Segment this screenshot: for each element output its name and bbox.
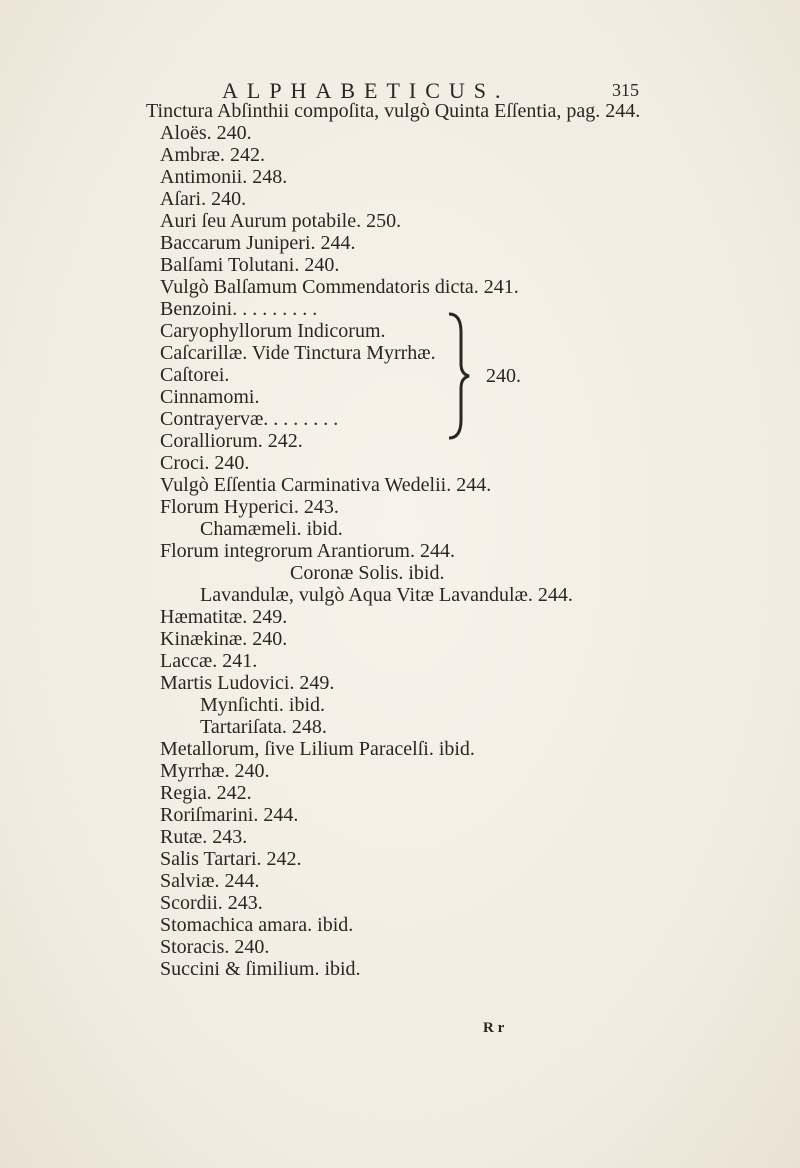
index-entry: Mynſichti. ibid. bbox=[200, 694, 325, 716]
index-entry: Balſami Tolutani. 240. bbox=[160, 254, 340, 276]
index-entry: Scordii. 243. bbox=[160, 892, 263, 914]
index-entry: Laccæ. 241. bbox=[160, 650, 258, 672]
index-entry: Auri ſeu Aurum potabile. 250. bbox=[160, 210, 402, 232]
page-number: 315 bbox=[612, 80, 639, 100]
index-entry: Vulgò Eſſentia Carminativa Wedelii. 244. bbox=[160, 474, 492, 496]
index-entry: Kinækinæ. 240. bbox=[160, 628, 288, 650]
index-entry: Coronæ Solis. ibid. bbox=[290, 562, 445, 584]
index-entry: Lavandulæ, vulgò Aqua Vitæ Lavandulæ. 244. bbox=[200, 584, 573, 606]
index-entry: Tinctura Abſinthii compoſita, vulgò Quinta Eſſentia, pag. 244. bbox=[146, 100, 641, 122]
index-entry: Stomachica amara. ibid. bbox=[160, 914, 354, 936]
index-entry: Roriſmarini. 244. bbox=[160, 804, 299, 826]
index-entry: Contrayervæ. . . . . . . . bbox=[160, 408, 339, 430]
index-entry: Hæmatitæ. 249. bbox=[160, 606, 288, 628]
index-entry: Myrrhæ. 240. bbox=[160, 760, 270, 782]
index-entry: Rutæ. 243. bbox=[160, 826, 248, 848]
index-entry: Storacis. 240. bbox=[160, 936, 270, 958]
index-entry: Caſcarillæ. Vide Tinctura Myrrhæ. bbox=[160, 342, 436, 364]
index-entry: Salviæ. 244. bbox=[160, 870, 260, 892]
index-entry: Aſari. 240. bbox=[160, 188, 247, 210]
catchword: R r bbox=[483, 1020, 505, 1036]
index-entry: Coralliorum. 242. bbox=[160, 430, 303, 452]
index-entry: Caſtorei. bbox=[160, 364, 230, 386]
index-entry: Martis Ludovici. 249. bbox=[160, 672, 335, 694]
index-entry: Metallorum, ſive Lilium Paracelſi. ibid. bbox=[160, 738, 475, 760]
index-entry: Vulgò Balſamum Commendatoris dicta. 241. bbox=[160, 276, 519, 298]
index-entry: Aloës. 240. bbox=[160, 122, 252, 144]
index-entry: Caryophyllorum Indicorum. bbox=[160, 320, 386, 342]
index-entry: Antimonii. 248. bbox=[160, 166, 288, 188]
running-header: ALPHABETICUS. bbox=[222, 78, 510, 103]
index-entry: Cinnamomi. bbox=[160, 386, 260, 408]
brace-icon bbox=[447, 312, 471, 440]
index-entry: Salis Tartari. 242. bbox=[160, 848, 302, 870]
index-entry: Succini & ſimilium. ibid. bbox=[160, 958, 361, 980]
index-entry: Tartariſata. 248. bbox=[200, 716, 327, 738]
index-entry: Baccarum Juniperi. 244. bbox=[160, 232, 356, 254]
index-entry: Florum integrorum Arantiorum. 244. bbox=[160, 540, 455, 562]
brace-page-number: 240. bbox=[486, 365, 521, 387]
index-entry: Ambræ. 242. bbox=[160, 144, 265, 166]
index-entry: Croci. 240. bbox=[160, 452, 250, 474]
index-entry: Benzoini. . . . . . . . . bbox=[160, 298, 318, 320]
index-entry: Florum Hyperici. 243. bbox=[160, 496, 339, 518]
index-entry: Chamæmeli. ibid. bbox=[200, 518, 343, 540]
index-entry: Regia. 242. bbox=[160, 782, 252, 804]
